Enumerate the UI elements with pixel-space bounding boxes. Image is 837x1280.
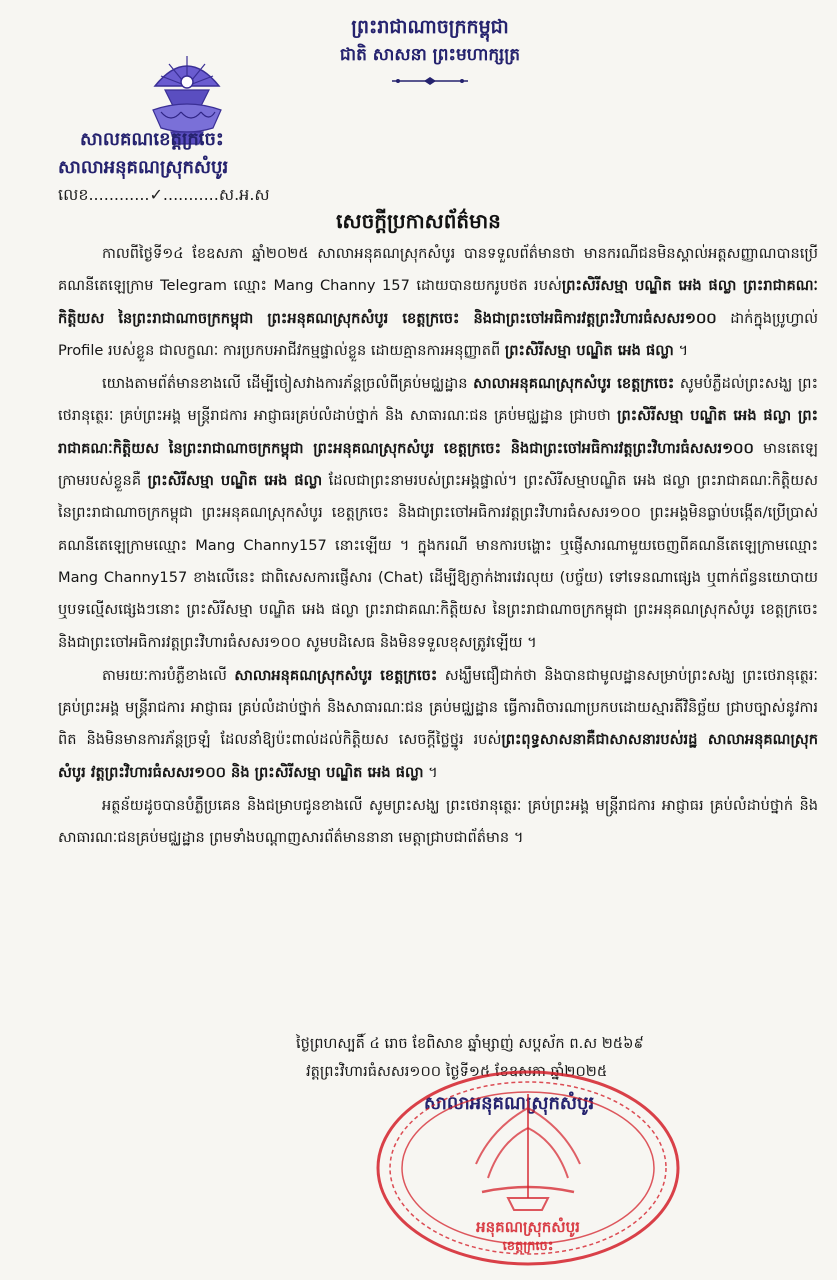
paragraph-1 [58,238,818,367]
paragraph-bold-text: ព្រះសិរីសម្មា បណ្ឌិត អេង ផល្លា ព្រះរាជាគណៈកិត្តិយស នៃព្រះរាជាណាចក្រកម្ពុជា ព្រះអនុគណស្រុកសំបូរ ខេត្តក្រចេះ និងជាព្រះចៅអធិការវត្តព្រះវិហារធំសសរ១០០ [58,277,819,327]
reference-number: លេខ............✓...........ស.អ.ស [58,185,270,204]
document-title: សេចក្តីប្រកាសព័ត៌មាន [336,209,501,233]
paragraph-bold-text: សាលាអនុគណស្រុកសំបូរ ខេត្តក្រចេះ [473,375,675,393]
ornament-divider-icon [280,76,580,86]
paragraph-text: តាមរយៈការបំភ្លឺខាងលើ [102,666,235,684]
paragraph-text: អត្ថន័យដូចបានបំភ្លឺប្រគេន និងជម្រាបជូនខាងលើ សូមព្រះសង្ឃ ព្រះថេរានុត្ថេរៈ គ្រប់ព្រះអង្គ មន្ត្រីរាជការ អាជ្ញាធរ គ្រប់លំដាប់ថ្នាក់ និងសាធារណៈជនគ្រប់មជ្ឈដ្ឋាន ព្រមទាំងបណ្តាញសារព័ត៌មាននានា មេត្តាជ្រាបជាព័ត៌មាន ។ [58,797,818,847]
paragraph-2 [58,368,818,659]
seal-text-bottom: ខេត្តក្រចេះ [502,1239,554,1254]
paragraph-bold-text: ព្រះសិរីសម្មា បណ្ឌិត អេង ផល្លា [147,472,323,490]
seal-text-top: អនុគណស្រុកសំបូរ [476,1218,580,1236]
signature-office: សាលាអនុគណស្រុកសំបូរ [424,1093,595,1114]
paragraph-3 [58,660,818,789]
paragraph-text: ។ [673,341,689,359]
paragraph-bold-text: ព្រះសិរីសម្មា បណ្ឌិត អេង ផល្លា ព្រះរាជាគណៈកិត្តិយស នៃព្រះរាជាណាចក្រកម្ពុជា ព្រះអនុគណស្រុកសំបូរ ខេត្តក្រចេះ និងជាព្រះចៅអធិការវត្តព្រះវិហារធំសសរ១០០ [58,407,819,457]
issuing-office [58,126,308,208]
paragraph-text: កាលពីថ្ងៃទី១៤ ខែឧសភា ឆ្នាំ២០២៥ សាលាអនុគណស្រុកសំបូរ បានទទួលព័ត៌មានថា មានករណីជនមិនស្គាល់អត្តសញ្ញាណបានប្រើគណនីតេឡេក្រាម Telegram ឈ្មោះ Mang Channy 157 ដោយបានយករូបថត របស់ [58,245,818,295]
paragraph-bold-text: ព្រះសិរីសម្មា បណ្ឌិត អេង ផល្លា [504,341,674,359]
paragraph-bold-text: សាលាអនុគណស្រុកសំបូរ ខេត្តក្រចេះ [234,666,438,684]
official-seal-icon [372,1068,684,1268]
kingdom-header [280,12,580,90]
paragraph-text: ដាក់ក្នុងប្រូហ្វាល់ Profile របស់ខ្លួន ជាលក្ខណៈ ការប្រកបអាជីវកម្មផ្ទាល់ខ្លួន ដោយគ្មានការអនុញ្ញាតពី [58,309,819,359]
paragraph-text: សូមបំភ្លឺដល់ព្រះសង្ឃ ព្រះថេរានុត្ថេរៈ គ្រប់ព្រះអង្គ មន្ត្រីរាជការ អាជ្ញាធរគ្រប់លំដាប់ថ្នាក់ និង សាធារណៈជន គ្រប់មជ្ឈដ្ឋាន ជ្រាបថា [58,375,818,425]
paragraph-text: មានតេឡេក្រាមរបស់ខ្លួនគឺ [58,439,818,490]
paragraph-text: យោងតាមព័ត៌មានខាងលើ ដើម្បីចៀសវាងការភ័ន្តច្រលំពីគ្រប់មជ្ឈដ្ឋាន [102,375,474,393]
paragraph-text: ។ [423,763,438,781]
document-body [58,238,818,856]
paragraph-text: ដែលជាព្រះនាមរបស់ព្រះអង្គផ្ទាល់។ ព្រះសិរីសម្មាបណ្ឌិត អេង ផល្លា ព្រះរាជាគណៈកិត្តិយស នៃព្រះរាជាណាចក្រកម្ពុជា ព្រះអនុគណស្រុកសំបូរ ខេត្តក្រចេះ និងជាព្រះចៅអធិការវត្តព្រះវិហារធំសសរ១០០ ព្រះអង្គមិនធ្លាប់បង្កើត/ប្រើប្រាស់គណនីតេឡេក្រាមឈ្មោះ Mang Channy157 នោះឡើយ ។ ក្នុងករណី មានការបង្ហោះ ឬផ្ញើសារណាមួយចេញពីគណនីតេឡេក្រាមឈ្មោះ Mang Channy157 ខាងលើនេះ ជាពិសេសការផ្ញើសារ (Chat) ដើម្បីឱ្យភ្ញាក់ងារវេរលុយ (បច្ច័យ) ទៅទេនណាផ្សេង ឬពាក់ព័ន្ធនយោបាយ ឬបទល្មើសផ្សេងៗនោះ ព្រះសិរីសម្មា បណ្ឌិត អេង ផល្លា ព្រះរាជាគណៈកិត្តិយស នៃព្រះរាជាណាចក្រកម្ពុជា ព្រះអនុគណស្រុកសំបូរ ខេត្តក្រចេះ និងជាព្រះចៅអធិការវត្តព្រះវិហារធំសសរ១០០ សូមបដិសេធ និងមិនទទួលខុសត្រូវឡើយ ។ [58,472,818,651]
kingdom-motto: ជាតិ សាសនា ព្រះមហាក្សត្រ [339,45,521,65]
province-office-name: សាលគណខេត្តក្រចេះ [80,129,224,150]
paragraph-4 [58,790,818,855]
solar-date: វត្តព្រះវិហារធំសសរ១០០ ថ្ងៃទី១៥ ខែឧសភា ឆ្នាំ២០២៥ [306,1063,608,1080]
paragraph-bold-text: ព្រះពុទ្ធសាសនាគឺជាសាសនារបស់រដ្ឋ សាលាអនុគណស្រុកសំបូរ វត្តព្រះវិហារធំសសរ១០០ និង ព្រះសិរីសម្មា បណ្ឌិត អេង ផល្លា [58,731,818,781]
kingdom-name: ព្រះរាជាណាចក្រកម្ពុជា [351,16,509,38]
district-office-name: សាលាអនុគណស្រុកសំបូរ [58,157,229,178]
lunar-date: ថ្ងៃព្រហស្បតិ៍ ៤ រោច ខែពិសាខ ឆ្នាំម្សាញ់ សប្តស័ក ព.ស ២៥៦៩ [296,1035,644,1052]
paragraph-text: សង្ឃឹមជឿជាក់ថា និងបានជាមូលដ្ឋានសម្រាប់ព្រះសង្ឃ ព្រះថេរានុត្ថេរៈគ្រប់ព្រះអង្គ មន្ត្រីរាជការ អាជ្ញាធរ គ្រប់លំដាប់ថ្នាក់ និងសាធារណៈជន គ្រប់មជ្ឈដ្ឋាន ធ្វើការពិចារណាប្រកបដោយស្មារតីវិនិច្ឆ័យ ជ្រាបច្បាស់នូវការពិត និងមិនមានការភ័ន្តច្រឡំ ដែលនាំឱ្យប៉ះពាល់ដល់កិត្តិយស សេចក្តីថ្លៃថ្នូរ របស់ [58,666,818,749]
